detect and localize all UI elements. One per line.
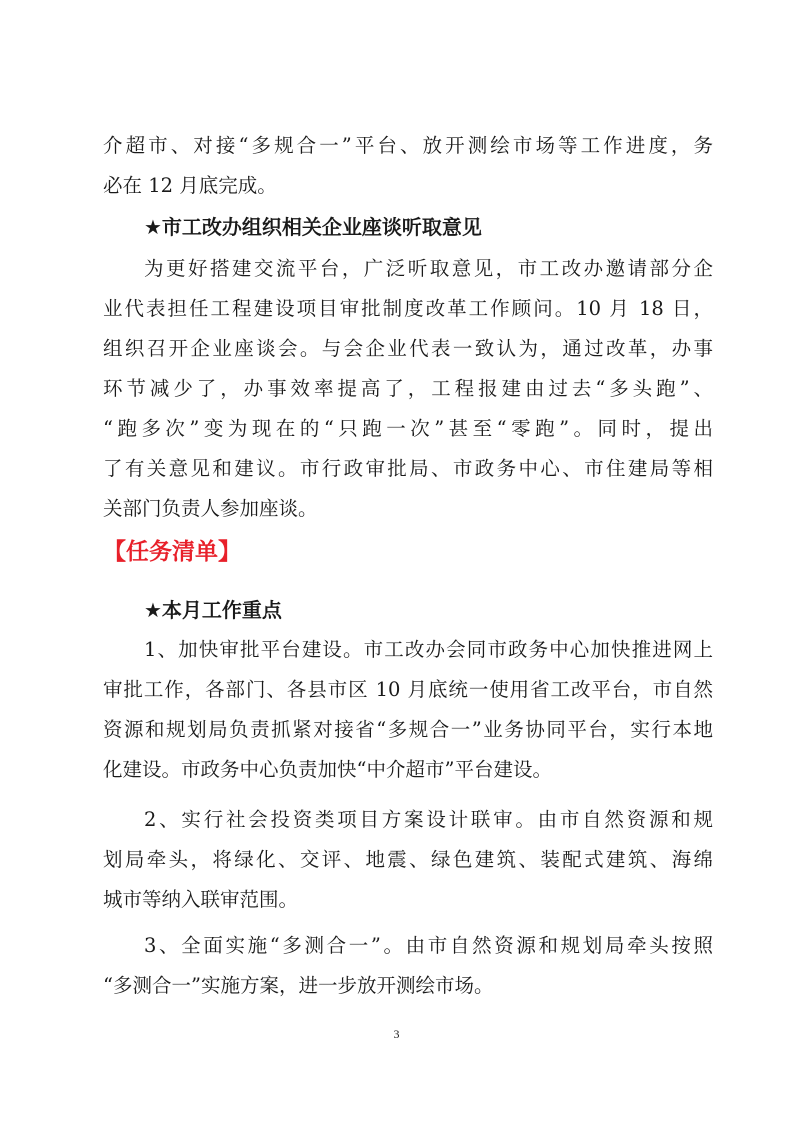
body-line: 必在 12 月底完成。 <box>103 174 277 197</box>
section-title: 【任务清单】 <box>103 539 241 565</box>
body-line: 关部门负责人参加座谈。 <box>103 497 318 520</box>
task-item-line: 2、实行社会投资类项目方案设计联审。由市自然资源和规 <box>144 808 713 831</box>
body-line: 为更好搭建交流平台，广泛听取意见，市工改办邀请部分企 <box>144 257 713 280</box>
page-number: 3 <box>393 1027 400 1041</box>
task-item-line: 资源和规划局负责抓紧对接省“多规合一”业务协同平台，实行本地 <box>103 718 713 741</box>
body-line: “跑多次”变为现在的“只跑一次”甚至“零跑”。同时，提出 <box>103 417 713 440</box>
news-heading: ★市工改办组织相关企业座谈听取意见 <box>144 215 482 239</box>
task-item-line: 1、加快审批平台建设。市工改办会同市政务中心加快推进网上 <box>144 638 713 661</box>
task-item-line: 3、全面实施“多测合一”。由市自然资源和规划局牵头按照 <box>144 934 713 957</box>
task-item-line: 审批工作，各部门、各县市区 10 月底统一使用省工改平台，市自然 <box>103 678 713 701</box>
task-item-line: 化建设。市政务中心负责加快“中介超市”平台建设。 <box>103 758 552 781</box>
task-item-line: “多测合一”实施方案，进一步放开测绘市场。 <box>103 974 494 997</box>
body-line: 环节减少了，办事效率提高了，工程报建由过去“多头跑”、 <box>103 377 713 400</box>
task-item-line: 划局牵头，将绿化、交评、地震、绿色建筑、装配式建筑、海绵 <box>103 848 713 871</box>
body-line: 了有关意见和建议。市行政审批局、市政务中心、市住建局等相 <box>103 457 713 480</box>
task-item-line: 城市等纳入联审范围。 <box>103 888 299 911</box>
body-line: 介超市、对接“多规合一”平台、放开测绘市场等工作进度，务 <box>103 134 713 157</box>
body-line: 组织召开企业座谈会。与会企业代表一致认为，通过改革，办事 <box>103 337 713 360</box>
body-line: 业代表担任工程建设项目审批制度改革工作顾问。10 月 18 日， <box>103 297 713 320</box>
task-heading: ★本月工作重点 <box>144 598 282 622</box>
